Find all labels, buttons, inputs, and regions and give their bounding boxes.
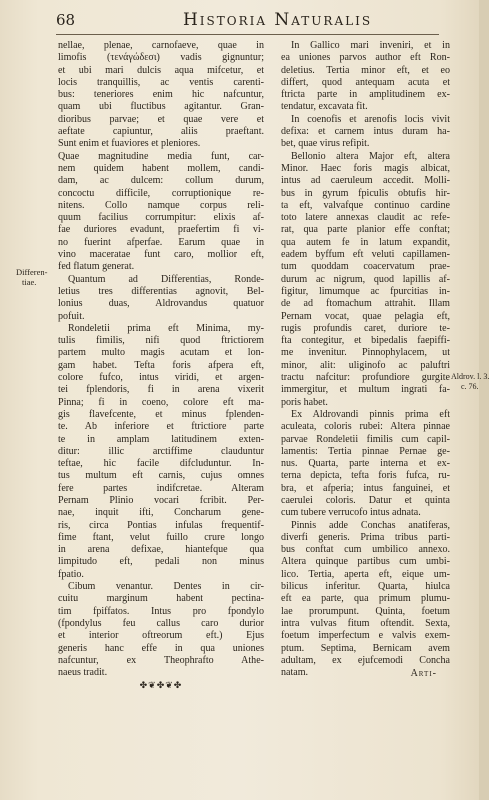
margin-note-left xyxy=(16,267,52,287)
text-line: fere partes indifcretae. Alteram xyxy=(58,482,264,494)
text-line: Sunt enim et fuaviores et pleniores. xyxy=(58,138,201,150)
text-line: fime ftant, velut fuillo crure longo xyxy=(58,531,264,543)
text-line: qua autem fe in latum expandit, xyxy=(281,236,450,248)
text-line: cum tubere verrucofo intus adnata. xyxy=(281,507,421,519)
margin-note-line: Differen- xyxy=(16,267,48,277)
text-line: bus conftat cum umbilico annexo. xyxy=(281,544,450,556)
margin-note-line: tiae. xyxy=(22,277,37,287)
text-line: fpatio. xyxy=(58,568,84,580)
text-line: ea uniones parvos author eft Ron- xyxy=(281,52,450,64)
text-line: me invenitur. Pinnophylacem, ut xyxy=(281,347,450,359)
text-line: Quae magnitudine media funt, car- xyxy=(58,150,264,162)
text-line: te. Ab inferiore et ftrictiore parte xyxy=(58,421,264,433)
text-line: differt, quod antequam acuta et xyxy=(281,76,450,88)
text-line: fae duriores evadunt, praefertim fi vi- xyxy=(58,224,264,236)
text-line: vino maceratae funt caro, mollior eft, xyxy=(58,249,264,261)
text-line: tei fplendoris, fi in arena vixerit xyxy=(58,384,264,396)
text-line: deletius. Tertia minor eft, et eo xyxy=(281,64,450,76)
text-line: ftricta parte in amplitudinem ex- xyxy=(281,89,450,101)
text-line: caerulei coloris. Datur et quinta xyxy=(281,494,450,506)
text-line: aculeata, coloris rubei: Altera pinnae xyxy=(281,421,450,433)
catchword: Arti- xyxy=(410,668,437,679)
text-line: tim fpiffatos. Intus pro fpondylo xyxy=(58,605,264,617)
text-line: gam habet. Tefta foris afpera eft, xyxy=(58,359,264,371)
text-line: nellae, plenae, carnofaeve, quae in xyxy=(58,40,264,51)
text-line: quum facilius corrumpitur: elixis af- xyxy=(58,212,264,224)
text-line: lico. Tertia, aperta eft, eique um- xyxy=(281,568,450,580)
text-line: Minor. Haec foris magis albicat, xyxy=(281,162,450,174)
text-line: immergitur, et multum ingrati fa- xyxy=(281,384,450,396)
text-line: natam. xyxy=(281,667,309,679)
text-line: in arena defixae, hiantefque qua xyxy=(58,544,264,556)
text-line: poris habet. xyxy=(281,396,328,408)
text-line: limpitudo eft, pedali non minus xyxy=(58,556,264,568)
text-line: nem quidem habent mollem, candi- xyxy=(58,162,264,174)
text-line: lonius duas, Aldrovandus quatuor xyxy=(58,298,264,310)
text-line: adultam, ex ejufcemodi Concha xyxy=(281,654,450,666)
text-line: tum quoddam coacervatum prae- xyxy=(281,261,450,273)
page-header xyxy=(56,10,439,35)
text-line: durum ac nigrum, quod lapillis af- xyxy=(281,273,450,285)
text-line: letius tres differentias agnovit, Bel- xyxy=(58,285,264,297)
text-line: intus ad caeruleum accedit. Molli- xyxy=(281,175,450,187)
text-line: tendatur, excavata fit. xyxy=(281,101,368,113)
text-line: toto latere annexas claudit ac refe- xyxy=(281,212,450,224)
text-line: quam ubi fluctibus agitantur. Gran- xyxy=(58,101,264,113)
text-line: limofis (τενάγώδεσι) vadis gignuntur; xyxy=(58,52,264,64)
text-line: lamentis: Tertia pinnae Pernae ge- xyxy=(281,445,450,457)
text-line: Ex Aldrovandi pinnis prima eft xyxy=(291,408,450,420)
text-line: ta eft, valvafque continuo cardine xyxy=(281,199,450,211)
text-line: et interior oftreorum eft.) Ejus xyxy=(58,630,264,642)
text-line: nae, inquit ifti, Concharum gene- xyxy=(58,507,264,519)
text-line: Pernam vocat, quae pelagia eft, xyxy=(281,310,450,322)
text-line: rat, qua parte planior effe conftat; xyxy=(281,224,450,236)
text-line: terna depicta, tefta foris fufca, ru- xyxy=(281,470,450,482)
text-line: Pinnis adde Conchas anatiferas, xyxy=(291,519,450,531)
text-line: rugis profundis caret, duriore te- xyxy=(281,322,450,334)
text-line: In Gallico mari inveniri, et in xyxy=(291,40,450,51)
text-line: dioribus parvae; et quae vere et xyxy=(58,113,264,125)
text-line: bus in gyrum fpiculis obtufis hir- xyxy=(281,187,450,199)
text-line: dam, ac dulcem: collum durum, xyxy=(58,175,264,187)
text-line: de ad ftomachum attrahit. Illam xyxy=(281,298,450,310)
margin-note-right xyxy=(451,372,489,392)
text-line: Altera quinque partibus cum umbi- xyxy=(281,556,450,568)
text-line: bra, et afperia; intus fanguinei, et xyxy=(281,482,450,494)
running-title: Historia Naturalis xyxy=(182,10,373,30)
text-line: minor, alit: uliginofo ac paluftri xyxy=(281,359,450,371)
text-line: concoctu difficile, corruptionique re- xyxy=(58,187,264,199)
text-line: Quantum ad Differentias, Ronde- xyxy=(68,273,264,285)
text-line: defixa: et carnem intus duram ha- xyxy=(281,126,450,138)
margin-note-line: c. 76. xyxy=(461,382,479,391)
ornament-divider: ✤❦✤❦✤ xyxy=(139,680,183,691)
page-number: 68 xyxy=(56,11,76,29)
text-line: aeftate capiuntur, aliis praeftant. xyxy=(58,126,264,138)
text-line: eft ea parte, qua primum plumu- xyxy=(281,593,450,605)
text-line: bus: teneriores enim hic nafcuntur, xyxy=(58,89,264,101)
text-line: gis flavefcente, et minus fplenden- xyxy=(58,408,264,420)
text-line: te in amplam latitudinem exten- xyxy=(58,433,264,445)
text-line: ris, circa Pontias infulas frequentif- xyxy=(58,519,264,531)
text-line: parvae Rondeletii fimilis cum capil- xyxy=(281,433,450,445)
text-line: nus. Quarta, parte interna et ex- xyxy=(281,458,450,470)
text-line: nafcuntur, ex Theophrafto Athe- xyxy=(58,654,264,666)
text-line: colore fufco, intus viridi, et argen- xyxy=(58,372,264,384)
text-line: bet, quae virus refipit. xyxy=(281,138,370,150)
text-line: foetum imperfectum e valvis exem- xyxy=(281,630,450,642)
text-line: intra vulvas fitum oftendit. Sexta, xyxy=(281,617,450,629)
text-line: (fpondylus feu callus caro durior xyxy=(58,617,264,629)
text-line: locis tranquillis, ac ventis carenti- xyxy=(58,76,264,88)
text-line: cuitu marginum habent pectina- xyxy=(58,593,264,605)
text-line: et ubi mari dulcis aqua mifcetur, et xyxy=(58,64,264,76)
text-line: eadem byffum eft veluti capillamen- xyxy=(281,249,450,261)
text-line: lae prorumpunt. Quinta, foetum xyxy=(281,605,450,617)
text-line: tractu nafcitur: profundiore gurgite xyxy=(281,372,450,384)
text-line: nitens. Collo namque corpus reli- xyxy=(58,199,264,211)
text-line: partem multo magis acutam et lon- xyxy=(58,347,264,359)
text-line: diverfi generis. Prima tribus parti- xyxy=(281,531,450,543)
margin-note-line: Aldrov. l. 3. xyxy=(451,372,489,381)
text-line: bilicus inferitur. Quarta, hiulca xyxy=(281,581,450,593)
text-line: generis hanc effe in qua uniones xyxy=(58,642,264,654)
left-column xyxy=(58,40,264,692)
text-line: Pernam Plinio vocari fcribit. Per- xyxy=(58,494,264,506)
text-line: pofuit. xyxy=(58,310,85,322)
text-line: fta contegitur, et bipedalis faepiffi- xyxy=(281,335,450,347)
text-line: Bellonio altera Major eft, altera xyxy=(291,150,450,162)
right-column xyxy=(281,40,450,679)
text-line: ditur: illic arctiffime clauduntur xyxy=(58,445,264,457)
text-line: teftae, hic facile difcluduntur. In- xyxy=(58,458,264,470)
text-line: fed flatum generat. xyxy=(58,261,135,273)
text-line: Rondeletii prima eft Minima, my- xyxy=(68,322,264,334)
text-line: Pinna; fi in coeno, colore eft ma- xyxy=(58,396,264,408)
text-line: ptum. Septima, Bernicam avem xyxy=(281,642,450,654)
text-line: In coenofis et arenofis locis vivit xyxy=(291,113,450,125)
text-line: tulis fimilis, nifi quod ftrictiorem xyxy=(58,335,264,347)
text-line: figitur, limumque ac fpurcitias in- xyxy=(281,285,450,297)
text-line: no fuerint afperfae. Earum quae in xyxy=(58,236,264,248)
text-line: Cibum venantur. Dentes in cir- xyxy=(68,581,264,593)
text-line: tus multum eft carnis, cujus omnes xyxy=(58,470,264,482)
text-line: naeus tradit. xyxy=(58,667,108,679)
